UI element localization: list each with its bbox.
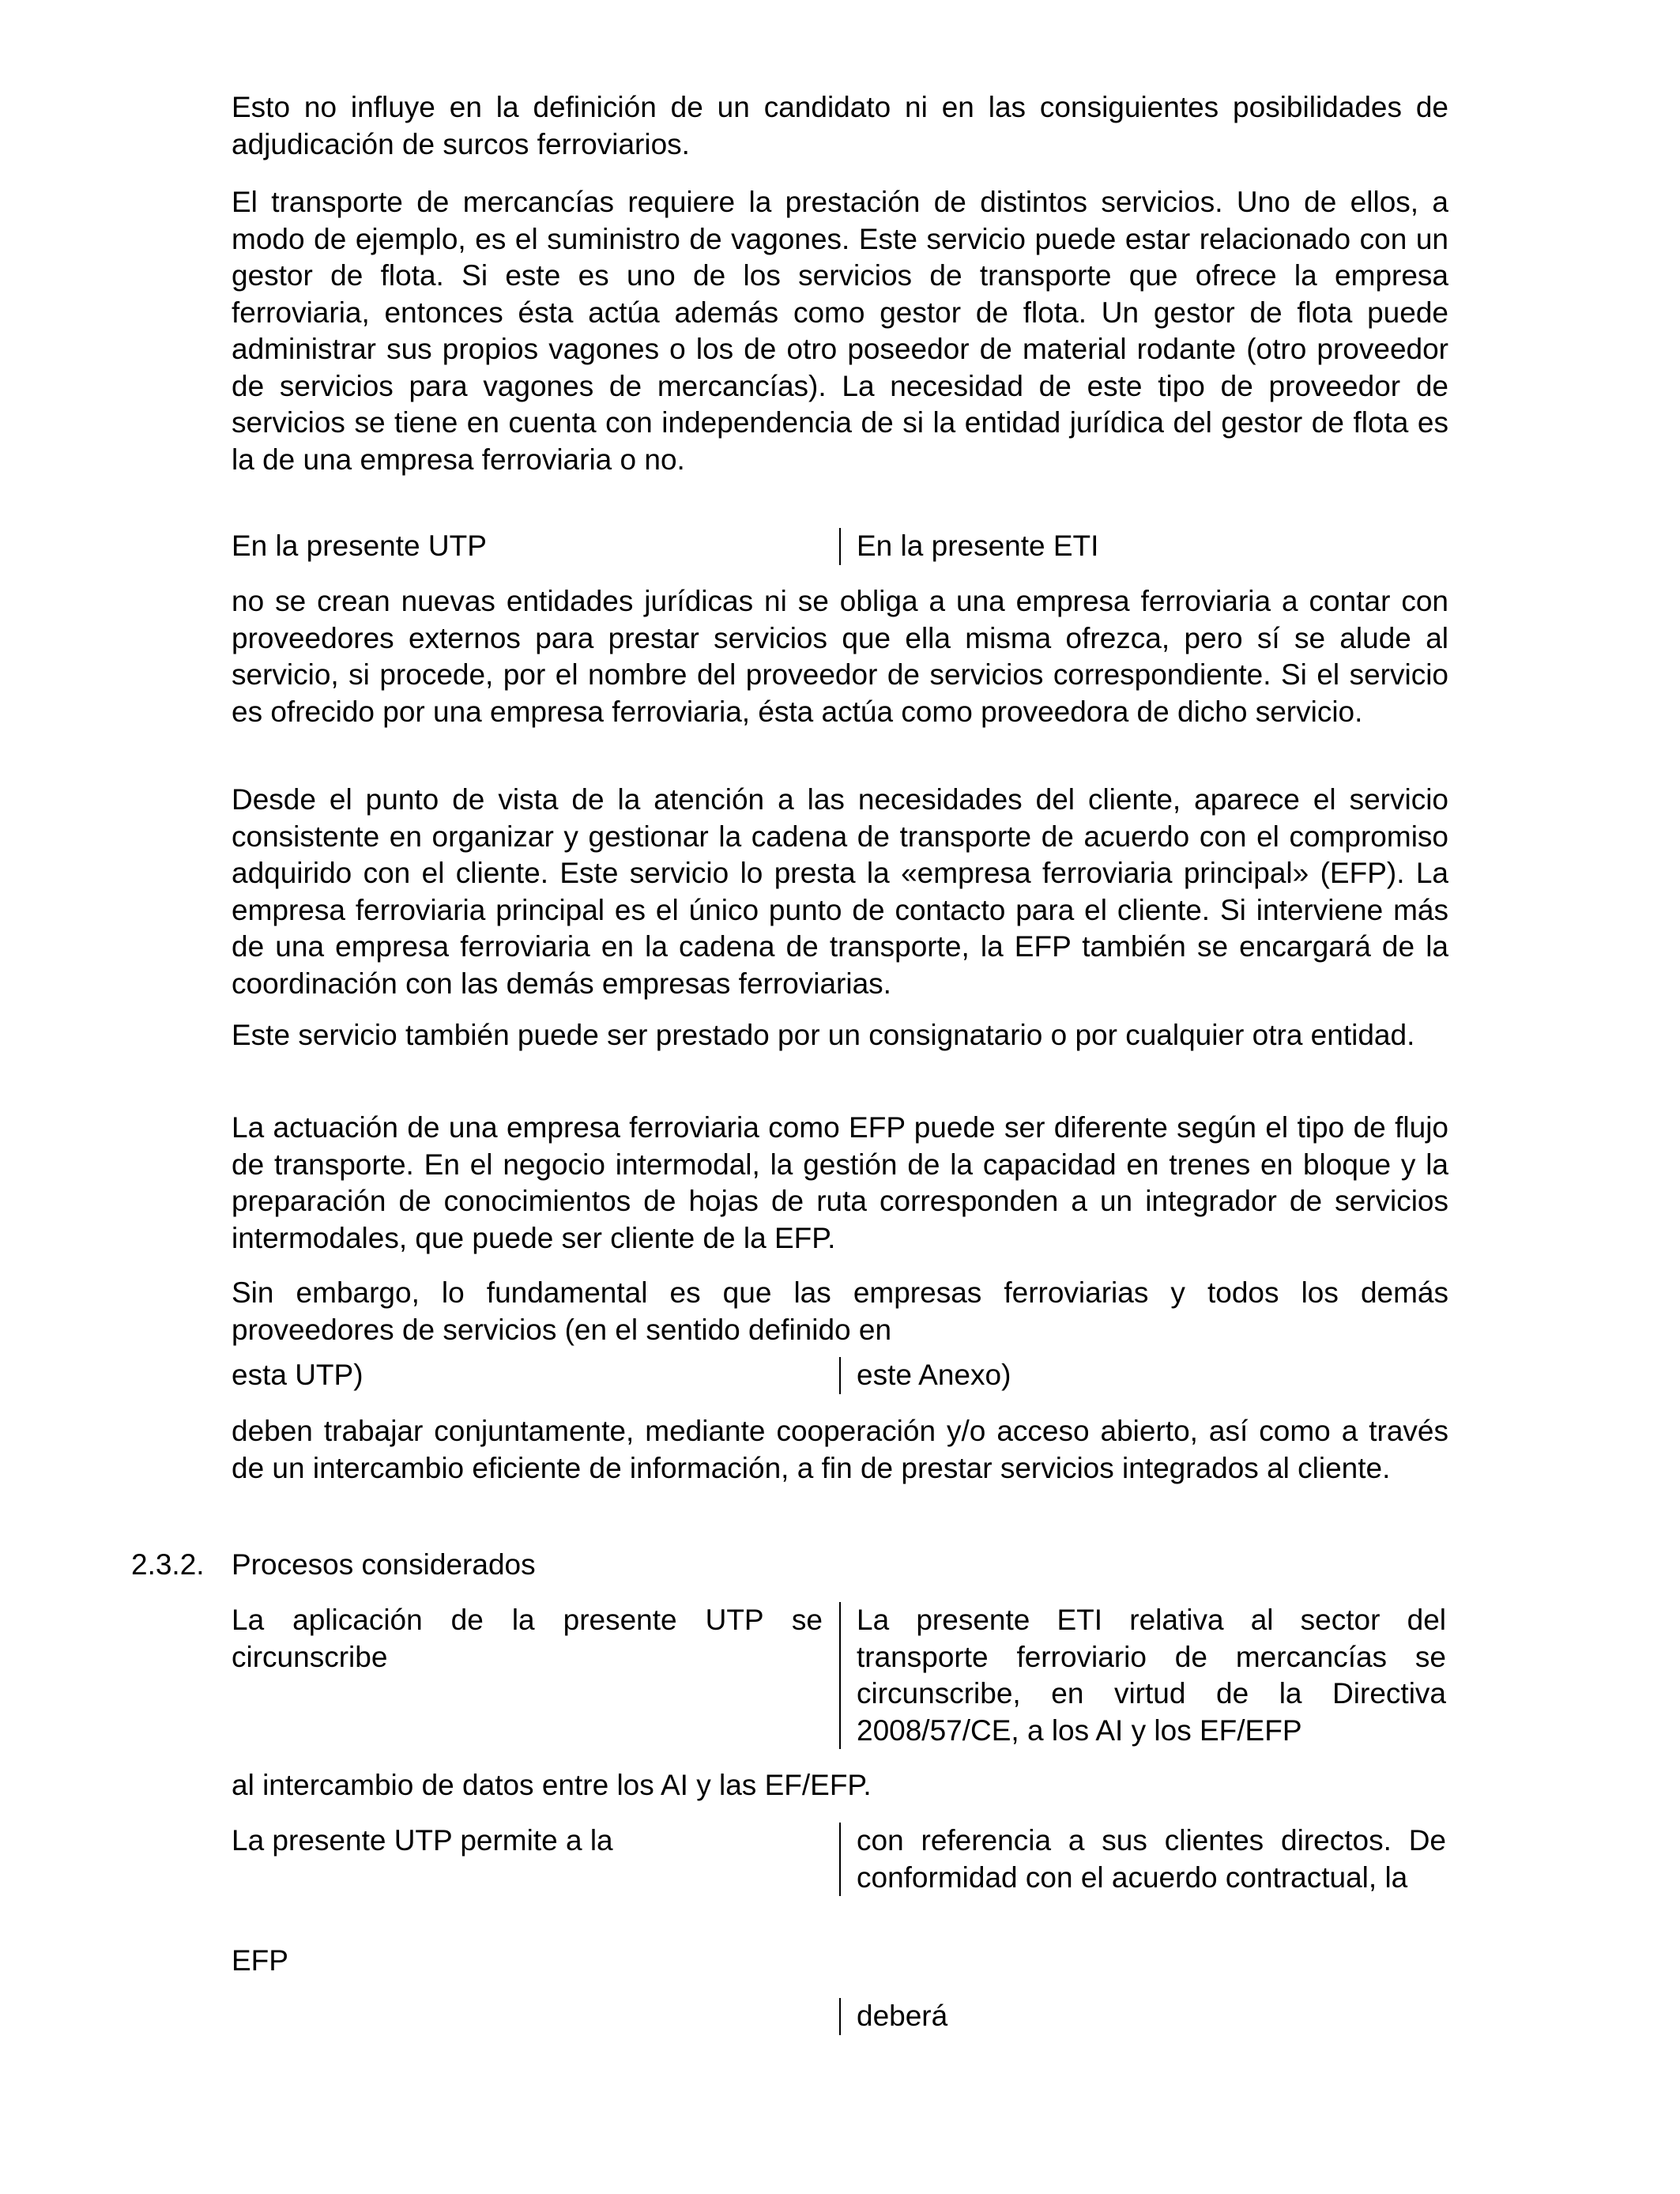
paragraph-4: Desde el punto de vista de la atención a las necesidades del cliente, aparece el servicio consistente en organizar y gestionar la cadena de transporte de acuerdo con el compromiso adquirido con el cliente. Este servicio lo presta la «empresa ferroviaria principal» (EFP). La empresa ferroviaria principal es el único punto de contacto para el cliente. Si interviene más de una empresa ferroviaria en la cadena de transporte, la EFP también se encargará de la coordinación con las demás empresas ferroviarias.: [232, 783, 1448, 1000]
paragraph-5: Este servicio también puede ser prestado por un consignatario o por cualquier otra entidad.: [232, 1019, 1415, 1051]
split3-right-column: La presente ETI relativa al sector del transporte ferroviario de mercancías se circunscribe, en virtud de la Directiva 2008/57/CE, a los AI y los EF/EFP: [839, 1602, 1446, 1749]
section-number: 2.3.2.: [131, 1548, 205, 1581]
paragraph-10: EFP: [232, 1944, 288, 1977]
split4-left-column: La presente UTP permite a la: [232, 1824, 613, 1857]
paragraph-9: al intercambio de datos entre los AI y las EF/EFP.: [232, 1769, 872, 1801]
paragraph-7: Sin embargo, lo fundamental es que las empresas ferroviarias y todos los demás proveedores de servicios (en el sentido definido en: [232, 1276, 1448, 1346]
section-title: Procesos considerados: [232, 1548, 536, 1581]
split3-left-column: La aplicación de la presente UTP se circunscribe: [232, 1604, 823, 1673]
split1-left-column: En la presente UTP: [232, 530, 487, 562]
paragraph-8: deben trabajar conjuntamente, mediante cooperación y/o acceso abierto, así como a través de un intercambio eficiente de información, a fin de prestar servicios integrados al cliente.: [232, 1415, 1448, 1484]
split5-right-column: deberá: [839, 1998, 1446, 2035]
paragraph-1: Esto no influye en la definición de un candidato ni en las consiguientes posibilidades de adjudicación de surcos ferroviarios.: [232, 91, 1448, 160]
paragraph-3: no se crean nuevas entidades jurídicas ni se obliga a una empresa ferroviaria a contar con proveedores externos para prestar servicios que ella misma ofrezca, pero sí se alude al servicio, si procede, por el nombre del proveedor de servicios correspondiente. Si el servicio es ofrecido por una empresa ferroviaria, ésta actúa como proveedora de dicho servicio.: [232, 585, 1448, 728]
split2-right-column: este Anexo): [839, 1357, 1446, 1394]
split4-right-column: con referencia a sus clientes directos. De conformidad con el acuerdo contractual, la: [839, 1823, 1446, 1896]
split2-left-column: esta UTP): [232, 1359, 363, 1391]
paragraph-2: El transporte de mercancías requiere la prestación de distintos servicios. Uno de ellos, a modo de ejemplo, es el suministro de vagones. Este servicio puede estar relacionado con un gestor de flota. Si este es uno de los servicios de transporte que ofrece la empresa ferroviaria, entonces ésta actúa además como gestor de flota. Un gestor de flota puede administrar sus propios vagones o los de otro poseedor de material rodante (otro proveedor de servicios para vagones de mercancías). La necesidad de este tipo de proveedor de servicios se tiene en cuenta con independencia de si la entidad jurídica del gestor de flota es la de una empresa ferroviaria o no.: [232, 186, 1448, 476]
split1-right-column: En la presente ETI: [839, 528, 1446, 565]
paragraph-6: La actuación de una empresa ferroviaria como EFP puede ser diferente según el tipo de flujo de transporte. En el negocio intermodal, la gestión de la capacidad en trenes en bloque y la preparación de conocimientos de hojas de ruta corresponden a un integrador de servicios intermodales, que puede ser cliente de la EFP.: [232, 1111, 1448, 1254]
